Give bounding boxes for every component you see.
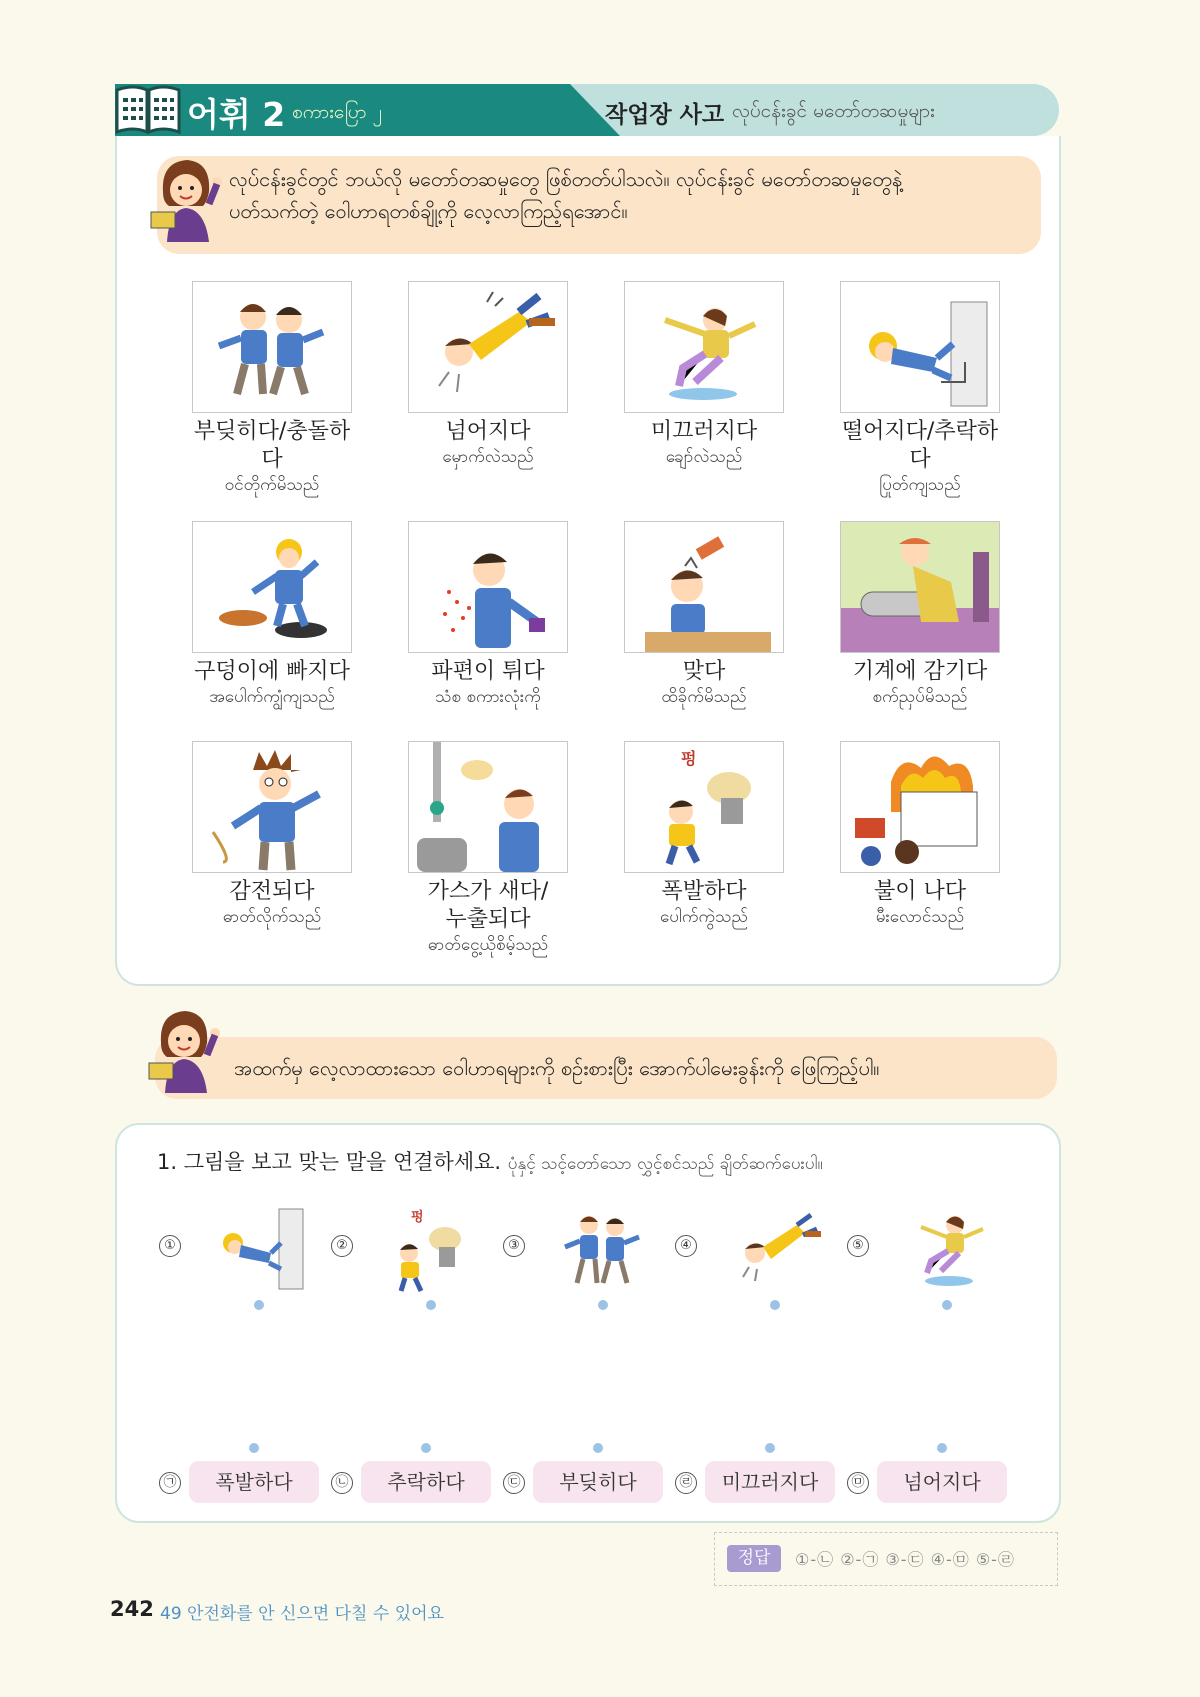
- vocab-meaning: ဝင်တိုက်မိသည်: [224, 475, 320, 495]
- vocab-word: 파편이 튀다: [431, 659, 545, 684]
- section-title: 어휘 2: [187, 95, 286, 134]
- item-number: ①: [159, 1235, 181, 1257]
- answer-mark: ㉤: [847, 1472, 869, 1494]
- machine-caught-icon: [840, 521, 1000, 653]
- page-number: 242: [110, 1597, 154, 1621]
- slip-icon: [897, 1205, 997, 1295]
- vocab-meaning: ထိခိုက်မိသည်: [661, 687, 747, 707]
- vocab-card: [624, 741, 784, 928]
- intro-line-2: ပတ်သက်တဲ့ ဝေါဟာရတစ်ချို့ကို လေ့လာကြည့်ရအောင်။: [229, 199, 628, 223]
- vocab-meaning: မှောက်လဲသည်: [442, 447, 534, 467]
- fire-icon: [840, 741, 1000, 873]
- vocab-meaning: ဓာတ်ငွေ့ယိုစိမ့်သည်: [427, 935, 549, 955]
- vocab-card: [840, 741, 1000, 928]
- fall-down-icon: [725, 1205, 825, 1295]
- gas-leak-icon: [408, 741, 568, 873]
- vocab-meaning: ဓာတ်လိုက်သည်: [222, 907, 322, 927]
- vocab-card: [840, 521, 1000, 708]
- question-my: ပုံနှင့် သင့်တော်သော လွှင့်စင်သည် ချိတ်ဆက်ပေးပါ။: [507, 1154, 823, 1174]
- exercise-item: [331, 1205, 501, 1325]
- explosion-icon: [381, 1205, 481, 1295]
- vocab-word: 맞다: [682, 659, 726, 684]
- exercise-item: [503, 1205, 673, 1325]
- lesson-title: 49 안전화를 안 신으면 다칠 수 있어요: [160, 1604, 444, 1624]
- answer-mark: ㉠: [159, 1472, 181, 1494]
- answer-mark: ㉣: [675, 1472, 697, 1494]
- vocab-word: 넘어지다: [445, 419, 531, 444]
- electric-shock-icon: [192, 741, 352, 873]
- vocab-card: [840, 281, 1000, 496]
- topic-title: 작업장 사고: [605, 102, 725, 128]
- vocab-word: 폭발하다: [661, 879, 747, 904]
- item-number: ④: [675, 1235, 697, 1257]
- match-dot[interactable]: [254, 1300, 264, 1310]
- svg-text:펑: 펑: [681, 749, 697, 768]
- vocab-word: 부딪히다/충돌하다: [193, 419, 351, 472]
- vocab-word: 구덩이에 빠지다: [194, 659, 350, 684]
- exercise-item: [159, 1205, 329, 1325]
- answer-dot[interactable]: [765, 1443, 775, 1453]
- sparks-icon: [408, 521, 568, 653]
- fall-from-height-icon: [840, 281, 1000, 413]
- topic-title-my: လုပ်ငန်းခွင် မတော်တဆမှုများ: [732, 100, 935, 122]
- answer-key-label: 정답: [727, 1545, 781, 1572]
- vocab-card: [624, 521, 784, 708]
- section-banner: [115, 84, 1059, 136]
- vocab-meaning: စက်ညှပ်မိသည်: [872, 687, 968, 707]
- vocab-meaning: သံစ စကားလုံးကို: [435, 687, 541, 707]
- vocab-word: 감전되다: [229, 879, 315, 904]
- explosion-icon: [624, 741, 784, 873]
- vocab-card: [192, 741, 352, 928]
- answer-dot[interactable]: [593, 1443, 603, 1453]
- svg-text:펑: 펑: [411, 1210, 424, 1225]
- exercise-item: [847, 1205, 1017, 1325]
- answer-dot[interactable]: [421, 1443, 431, 1453]
- vocab-word: 미끄러지다: [650, 419, 758, 444]
- answer-key-value: ①-㉡ ②-㉠ ③-㉢ ④-㉤ ⑤-㉣: [795, 1550, 1015, 1569]
- match-dot[interactable]: [426, 1300, 436, 1310]
- vocab-word: 기계에 감기다: [852, 659, 988, 684]
- section-subtitle: စကားပြော ၂: [292, 101, 382, 123]
- answer-choice[interactable]: 폭발하다: [189, 1461, 319, 1503]
- answer-key: [714, 1532, 1058, 1586]
- teacher-icon: [145, 1003, 233, 1093]
- answer-dot[interactable]: [937, 1443, 947, 1453]
- question-text: [157, 1146, 823, 1178]
- answer-dot[interactable]: [249, 1443, 259, 1453]
- exercise-item: [675, 1205, 845, 1325]
- answer-mark: ㉡: [331, 1472, 353, 1494]
- item-number: ③: [503, 1235, 525, 1257]
- answer-choice[interactable]: 넘어지다: [877, 1461, 1007, 1503]
- question-ko: 1. 그림을 보고 맞는 말을 연결하세요.: [157, 1150, 502, 1174]
- vocab-card: [624, 281, 784, 468]
- vocab-meaning: ပေါက်ကွဲသည်: [659, 907, 748, 927]
- answer-choice[interactable]: 부딪히다: [533, 1461, 663, 1503]
- answer-choice[interactable]: 미끄러지다: [705, 1461, 835, 1503]
- manhole-icon: [192, 521, 352, 653]
- teacher-icon: [147, 152, 235, 242]
- vocab-meaning: ချော်လဲသည်: [665, 447, 743, 467]
- book-icon: [113, 82, 183, 138]
- vocab-card: [192, 281, 352, 496]
- vocab-word: 가스가 새다/ 누출되다: [427, 879, 549, 932]
- vocab-card: [192, 521, 352, 708]
- match-dot[interactable]: [770, 1300, 780, 1310]
- vocab-meaning: ပြုတ်ကျသည်: [879, 475, 961, 495]
- item-number: ②: [331, 1235, 353, 1257]
- hit-by-brick-icon: [624, 521, 784, 653]
- vocab-card: [408, 741, 568, 956]
- fall-down-icon: [408, 281, 568, 413]
- vocab-card: [408, 521, 568, 708]
- vocab-word: 떨어지다/추락하다: [841, 419, 999, 472]
- slip-icon: [624, 281, 784, 413]
- collision-icon: [553, 1205, 653, 1295]
- match-dot[interactable]: [942, 1300, 952, 1310]
- answer-choice[interactable]: 추락하다: [361, 1461, 491, 1503]
- vocab-meaning: အပေါက်ကျွံကျသည်: [209, 687, 335, 707]
- vocabulary-box: [115, 136, 1061, 986]
- intro-line-1: လုပ်ငန်းခွင်တွင် ဘယ်လို မတော်တဆမှုတွေ ဖြစ်တတ်ပါသလဲ။ လုပ်ငန်းခွင် မတော်တဆမှုတွေနဲ့: [229, 167, 903, 191]
- instruction-text: အထက်မှ လေ့လာထားသော ဝေါဟာရများကို စဉ်းစားပြီး အောက်ပါမေးခွန်းကို ဖြေကြည့်ပါ။: [234, 1056, 880, 1080]
- vocab-word: 불이 나다: [873, 879, 966, 904]
- fall-from-height-icon: [209, 1205, 309, 1295]
- item-number: ⑤: [847, 1235, 869, 1257]
- match-dot[interactable]: [598, 1300, 608, 1310]
- answer-mark: ㉢: [503, 1472, 525, 1494]
- collision-icon: [192, 281, 352, 413]
- exercise-box: [115, 1123, 1061, 1523]
- vocab-meaning: မီးလောင်သည်: [875, 907, 965, 927]
- vocab-card: [408, 281, 568, 468]
